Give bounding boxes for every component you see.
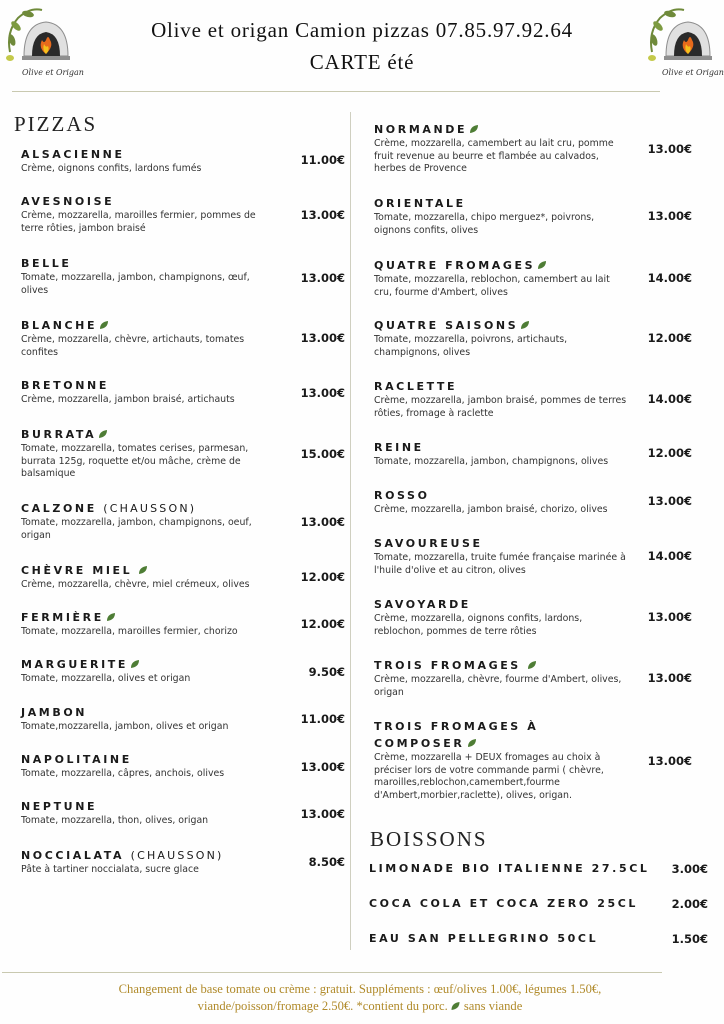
item-desc: Crème, mozzarella, oignons confits, lardons, reblochon, pommes de terre rôties <box>374 613 583 637</box>
item-name: JAMBON <box>21 706 88 719</box>
footer-line-1: Changement de base tomate ou crème : gratuit. Suppléments : œuf/olives 1.00€, légumes 1.50€, <box>118 982 602 996</box>
page-title: Olive et origan Camion pizzas 07.85.97.92.64 <box>151 18 573 42</box>
item-name: SAVOUREUSE <box>374 537 483 550</box>
item-desc: Tomate, mozzarella, maroilles fermier, chorizo <box>21 626 238 637</box>
item-price: 14.00€ <box>647 392 692 406</box>
vegetarian-leaf-icon <box>520 320 530 330</box>
page-subtitle: CARTE été <box>309 50 415 74</box>
item-name: BURRATA <box>21 426 276 443</box>
item-name-line2: COMPOSER <box>374 735 629 752</box>
item-name: REINE <box>374 441 424 454</box>
item-name: FERMIÈRE <box>21 609 276 626</box>
menu-item <box>21 146 291 176</box>
item-desc: Tomate, mozzarella, chipo merguez*, poivrons, oignons confits, olives <box>374 212 595 236</box>
menu-item <box>374 439 634 469</box>
item-price: 12.00€ <box>647 331 692 345</box>
item-name: QUATRE SAISONS <box>374 317 629 334</box>
item-name: BRETONNE <box>21 379 109 392</box>
item-desc: Crème, mozzarella + DEUX fromages au choix à préciser lors de votre commande parmi ( chèvre, maroilles,reblochon,camembert,fourme d'Ambert,morbier,raclette), olives, origan. <box>374 752 604 802</box>
menu-item <box>374 718 629 803</box>
item-name: NORMANDE <box>374 121 629 138</box>
footer-note <box>40 981 680 1015</box>
item-name: BLANCHE <box>21 317 276 334</box>
item-desc: Tomate, mozzarella, jambon, champignons, œuf, olives <box>21 272 250 296</box>
vegetarian-leaf-icon <box>106 612 116 622</box>
menu-item <box>374 535 629 577</box>
item-desc: Crème, oignons confits, lardons fumés <box>21 163 202 174</box>
menu-item <box>374 195 629 237</box>
item-name: CHÈVRE MIEL <box>21 562 276 579</box>
menu-item <box>21 317 276 359</box>
vegetarian-leaf-icon <box>138 565 148 575</box>
item-price: 13.00€ <box>647 754 692 768</box>
item-desc: Tomate, mozzarella, olives et origan <box>21 673 191 684</box>
menu-item <box>21 847 291 877</box>
item-price: 13.00€ <box>300 331 345 345</box>
item-desc: Crème, mozzarella, chèvre, fourme d'Ambert, olives, origan <box>374 674 622 698</box>
menu-item <box>21 377 276 407</box>
item-desc: Crème, mozzarella, chèvre, miel crémeux, olives <box>21 579 250 590</box>
item-name: ORIENTALE <box>374 197 466 210</box>
item-desc: Tomate, mozzarella, truite fumée française marinée à l'huile d'olive et au citron, olives <box>374 552 626 576</box>
vegetarian-leaf-icon <box>98 429 108 439</box>
item-price: 13.00€ <box>300 386 345 400</box>
item-price: 13.00€ <box>647 209 692 223</box>
drink-price: 3.00€ <box>671 862 708 876</box>
menu-item <box>374 596 629 638</box>
menu-item <box>21 751 276 781</box>
item-desc: Tomate,mozzarella, jambon, olives et origan <box>21 721 229 732</box>
item-desc: Crème, mozzarella, camembert au lait cru, pomme fruit revenue au beurre et flambée au calvados, herbes de Provence <box>374 138 614 175</box>
item-price: 13.00€ <box>300 515 345 529</box>
item-desc: Crème, mozzarella, jambon braisé, pommes de terres rôties, fromage à raclette <box>374 395 627 419</box>
item-desc: Pâte à tartiner noccialata, sucre glace <box>21 864 199 875</box>
drink-price: 2.00€ <box>671 897 708 911</box>
item-price: 13.00€ <box>300 760 345 774</box>
item-name: AVESNOISE <box>21 195 115 208</box>
vegetarian-leaf-icon <box>527 660 537 670</box>
boissons-section-title: BOISSONS <box>370 827 488 851</box>
item-name: NOCCIALATA (CHAUSSON) <box>21 849 224 862</box>
vegetarian-leaf-icon <box>467 738 477 748</box>
menu-item <box>374 657 629 699</box>
drink-price: 1.50€ <box>671 932 708 946</box>
item-desc: Crème, mozzarella, jambon braisé, chorizo, olives <box>374 504 608 515</box>
item-desc: Crème, mozzarella, chèvre, artichauts, tomates confites <box>21 334 245 358</box>
item-price: 12.00€ <box>647 446 692 460</box>
drink-name: COCA COLA ET COCA ZERO 25CL <box>369 897 639 910</box>
item-price: 13.00€ <box>647 610 692 624</box>
vegetarian-leaf-icon <box>450 1001 461 1011</box>
logo-text: Olive et Origan <box>22 68 84 77</box>
menu-item <box>21 500 276 542</box>
item-price: 8.50€ <box>308 855 345 869</box>
item-price: 13.00€ <box>300 271 345 285</box>
logo-text: Olive et Origan <box>662 68 724 77</box>
item-name: CALZONE (CHAUSSON) <box>21 502 197 515</box>
item-desc: Tomate, mozzarella, câpres, anchois, olives <box>21 768 225 779</box>
menu-item <box>21 562 276 592</box>
menu-item <box>21 609 276 639</box>
pizzas-section-title: PIZZAS <box>14 112 98 136</box>
item-name: BELLE <box>21 257 72 270</box>
item-desc: Tomate, mozzarella, reblochon, camembert au lait cru, fourme d'Ambert, olives <box>374 274 610 298</box>
footer-divider <box>2 972 662 973</box>
item-price: 11.00€ <box>300 712 345 726</box>
vegetarian-leaf-icon <box>469 124 479 134</box>
item-desc: Tomate, mozzarella, thon, olives, origan <box>21 815 209 826</box>
item-name: RACLETTE <box>374 380 458 393</box>
item-price: 9.50€ <box>308 665 345 679</box>
item-price: 11.00€ <box>300 153 345 167</box>
item-price: 13.00€ <box>647 671 692 685</box>
item-price: 13.00€ <box>647 494 692 508</box>
menu-item <box>374 378 629 420</box>
item-desc: Crème, mozzarella, maroilles fermier, pommes de terre rôties, jambon braisé <box>21 210 256 234</box>
item-price: 13.00€ <box>647 142 692 156</box>
menu-item <box>21 704 276 734</box>
menu-item <box>21 656 276 686</box>
menu-item <box>374 487 634 517</box>
item-price: 14.00€ <box>647 549 692 563</box>
drink-name: LIMONADE BIO ITALIENNE 27.5CL <box>369 862 650 875</box>
column-divider <box>350 112 351 950</box>
menu-item <box>374 257 629 299</box>
menu-item <box>374 317 629 359</box>
item-name: NAPOLITAINE <box>21 753 132 766</box>
vegetarian-leaf-icon <box>130 659 140 669</box>
menu-item <box>374 121 629 176</box>
item-desc: Tomate, mozzarella, jambon, champignons, oeuf, origan <box>21 517 252 541</box>
menu-item <box>21 193 276 235</box>
item-desc: Tomate, mozzarella, jambon, champignons, olives <box>374 456 609 467</box>
header-divider <box>12 91 660 92</box>
item-price: 12.00€ <box>300 570 345 584</box>
item-desc: Tomate, mozzarella, tomates cerises, parmesan, burrata 125g, roquette et/ou mâche, crème de balsamique <box>21 443 249 480</box>
item-price: 15.00€ <box>300 447 345 461</box>
item-desc: Tomate, mozzarella, poivrons, artichauts, champignons, olives <box>374 334 568 358</box>
menu-item <box>21 798 276 828</box>
footer-line-2: viande/poisson/fromage 2.50€. *contient du porc. sans viande <box>197 999 523 1013</box>
vegetarian-leaf-icon <box>99 320 109 330</box>
item-price: 14.00€ <box>647 271 692 285</box>
item-name: NEPTUNE <box>21 800 98 813</box>
drink-name: EAU SAN PELLEGRINO 50CL <box>369 932 599 945</box>
item-desc: Crème, mozzarella, jambon braisé, artichauts <box>21 394 235 405</box>
item-name: QUATRE FROMAGES <box>374 257 629 274</box>
item-price: 13.00€ <box>300 208 345 222</box>
item-name: TROIS FROMAGES À <box>374 720 539 733</box>
item-name: SAVOYARDE <box>374 598 471 611</box>
item-price: 13.00€ <box>300 807 345 821</box>
item-price: 12.00€ <box>300 617 345 631</box>
menu-item <box>21 426 276 481</box>
item-name: TROIS FROMAGES <box>374 657 629 674</box>
item-name: ALSACIENNE <box>21 148 125 161</box>
menu-item <box>21 255 276 297</box>
item-name: MARGUERITE <box>21 656 276 673</box>
vegetarian-leaf-icon <box>537 260 547 270</box>
item-name: ROSSO <box>374 489 430 502</box>
